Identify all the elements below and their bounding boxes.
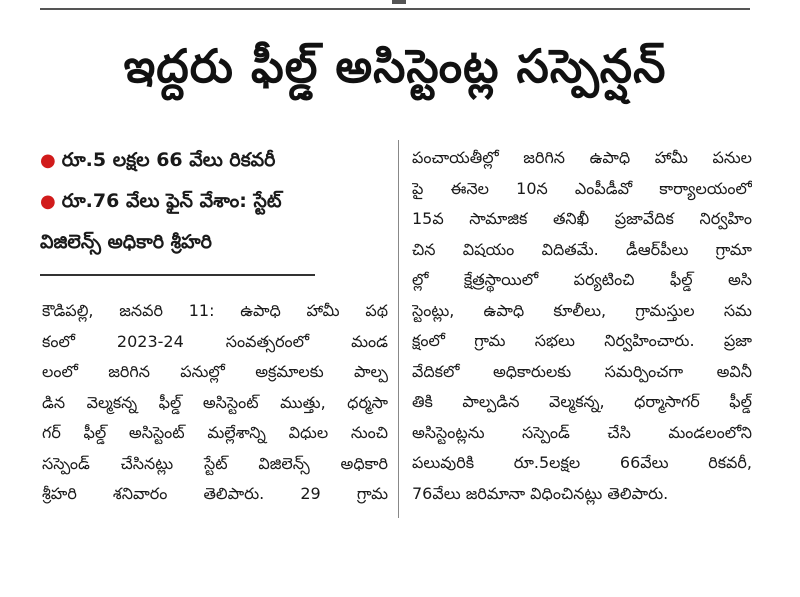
highlights-rule	[40, 274, 315, 276]
body-line: 15వ సామాజిక తనిఖీ ప్రజావేదిక నిర్వహిం	[412, 209, 752, 228]
highlight-item-continued	[40, 222, 390, 262]
body-line: స్టెంట్లు, ఉపాధి కూలీలు, గ్రామస్తుల సమ	[412, 300, 752, 320]
body-line: లంలో జరిగిన పనుల్లో అక్రమాలకు పాల్ప	[42, 362, 388, 381]
column-divider	[398, 140, 399, 518]
bullet-icon: ●	[40, 150, 56, 171]
highlight-text: రూ.76 వేలు ఫైన్ వేశాం: స్టేట్	[61, 190, 282, 212]
body-line: పంచాయతీల్లో జరిగిన ఉపాధి హామీ పనుల	[412, 148, 752, 167]
highlights	[40, 140, 390, 262]
right-column	[412, 143, 752, 523]
body-line: సస్పెండ్ చేసినట్లు స్టేట్ విజిలెన్స్ అధికారి	[42, 453, 388, 473]
body-line: గర్ ఫీల్డ్ అసిస్టెంట్ మల్లేశాన్ని విధుల నుంచి	[42, 423, 388, 442]
body-line: కౌడిపల్లి, జనవరి 11: ఉపాధి హామీ పథ	[42, 301, 388, 320]
highlight-item	[40, 140, 390, 181]
body-line: శ్రీహరి శనివారం తెలిపారు. 29 గ్రామ	[42, 484, 388, 503]
body-line: తికి పాల్పడిన వెల్మకన్న, ధర్మాసాగర్ ఫీల్డ్	[412, 392, 752, 411]
top-rule	[40, 8, 750, 10]
left-column	[42, 296, 388, 520]
top-tick	[392, 0, 406, 4]
body-line: 76వేలు జరిమానా విధించినట్లు తెలిపారు.	[412, 483, 669, 503]
headline: ఇద్దరు ఫీల్డ్ అసిస్టెంట్ల సస్పెన్షన్	[123, 39, 667, 93]
body-line: ల్లో క్షేత్రస్థాయిలో పర్యటించి ఫీల్డ్ అసి	[412, 270, 752, 289]
body-line: కంలో 2023-24 సంవత్సరంలో మండ	[42, 331, 388, 351]
bullet-icon: ●	[40, 191, 56, 212]
body-line: పలువురికి రూ.5లక్షల 66వేలు రికవరీ,	[412, 453, 752, 472]
highlight-text: విజిలెన్స్ అధికారి శ్రీహరి	[40, 231, 212, 253]
body-line: వేదికలో అధికారులకు సమర్పించగా అవినీ	[412, 361, 752, 381]
body-line: క్షంలో గ్రామ సభలు నిర్వహించారు. ప్రజా	[412, 331, 752, 350]
body-line: చిన విషయం విదితమే. డీఆర్‌పీలు గ్రామా	[412, 239, 752, 259]
body-line: పై ఈనెల 10న ఎంపీడీవో కార్యాలయంలో	[412, 178, 752, 198]
highlight-item	[40, 181, 390, 222]
body-line: అసిస్టెంట్లను సస్పెండ్ చేసి మండలంలోని	[412, 422, 752, 442]
body-line: డిన వెల్మకన్న ఫీల్డ్ అసిస్టెంట్ ముత్తు, ధర్మసా	[42, 392, 388, 412]
highlight-text: రూ.5 లక్షల 66 వేలు రికవరీ	[61, 149, 276, 171]
